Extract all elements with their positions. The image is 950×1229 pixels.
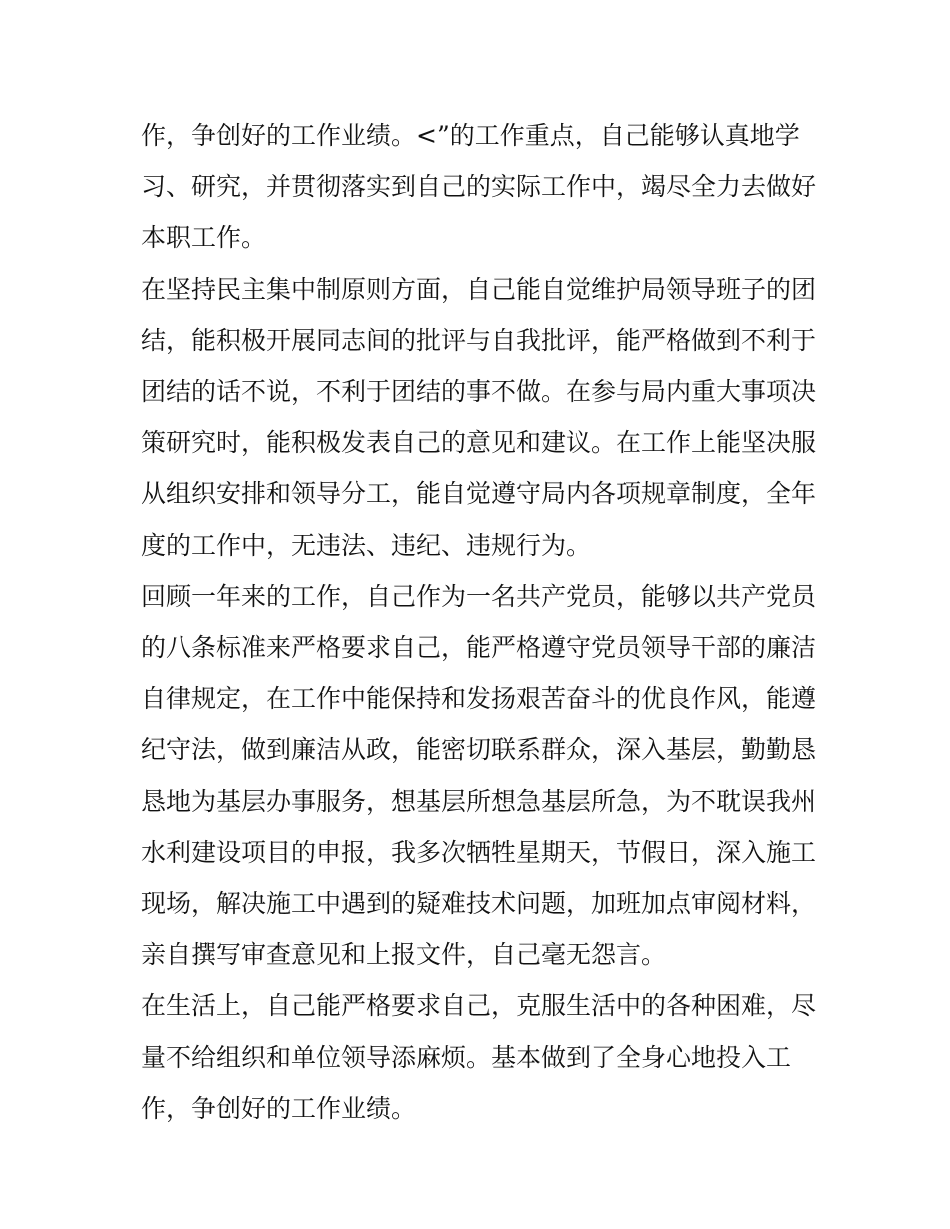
paragraph-year-review: 回顾一年来的工作，自己作为一名共产党员，能够以共产党员 的八条标准来严格要求自己，能严格遵守党员领导干部的廉洁 自律规定，在工作中能保持和发扬艰苦奋斗的优良作风，能遵 纪守法，做到廉洁从政，能密切联系群众，深入基层，勤勤恳 恳地为基层办事服务，想基层所想急基层所急，为不耽误我州 水利建设项目的申报，我多次牺牲星期天，节假日，深入施工 现场，解决施工中遇到的疑难技术问题，加班加点审阅材料， 亲自撰写审查意见和上报文件，自己毫无怨言。 bbox=[141, 581, 817, 970]
document-body bbox=[141, 110, 817, 1134]
paragraph-daily-life: 在生活上，自己能严格要求自己，克服生活中的各种困难，尽 量不给组织和单位领导添麻烦。基本做到了全身心地投入工 作，争创好的工作业绩。 bbox=[141, 991, 817, 1123]
paragraph-democratic-centralism: 在坚持民主集中制原则方面，自己能自觉维护局领导班子的团 结，能积极开展同志间的批评与自我批评，能严格做到不利于 团结的话不说，不利于团结的事不做。在参与局内重大事项决 策研究时，能积极发表自己的意见和建议。在工作上能坚决服 从组织安排和领导分工，能自觉遵守局内各项规章制度，全年 度的工作中，无违法、违纪、违规行为。 bbox=[141, 274, 817, 560]
paragraph-work-focus: 作，争创好的工作业绩。<”的工作重点，自己能够认真地学 习、研究，并贯彻落实到自己的实际工作中，竭尽全力去做好 本职工作。 bbox=[141, 121, 817, 253]
